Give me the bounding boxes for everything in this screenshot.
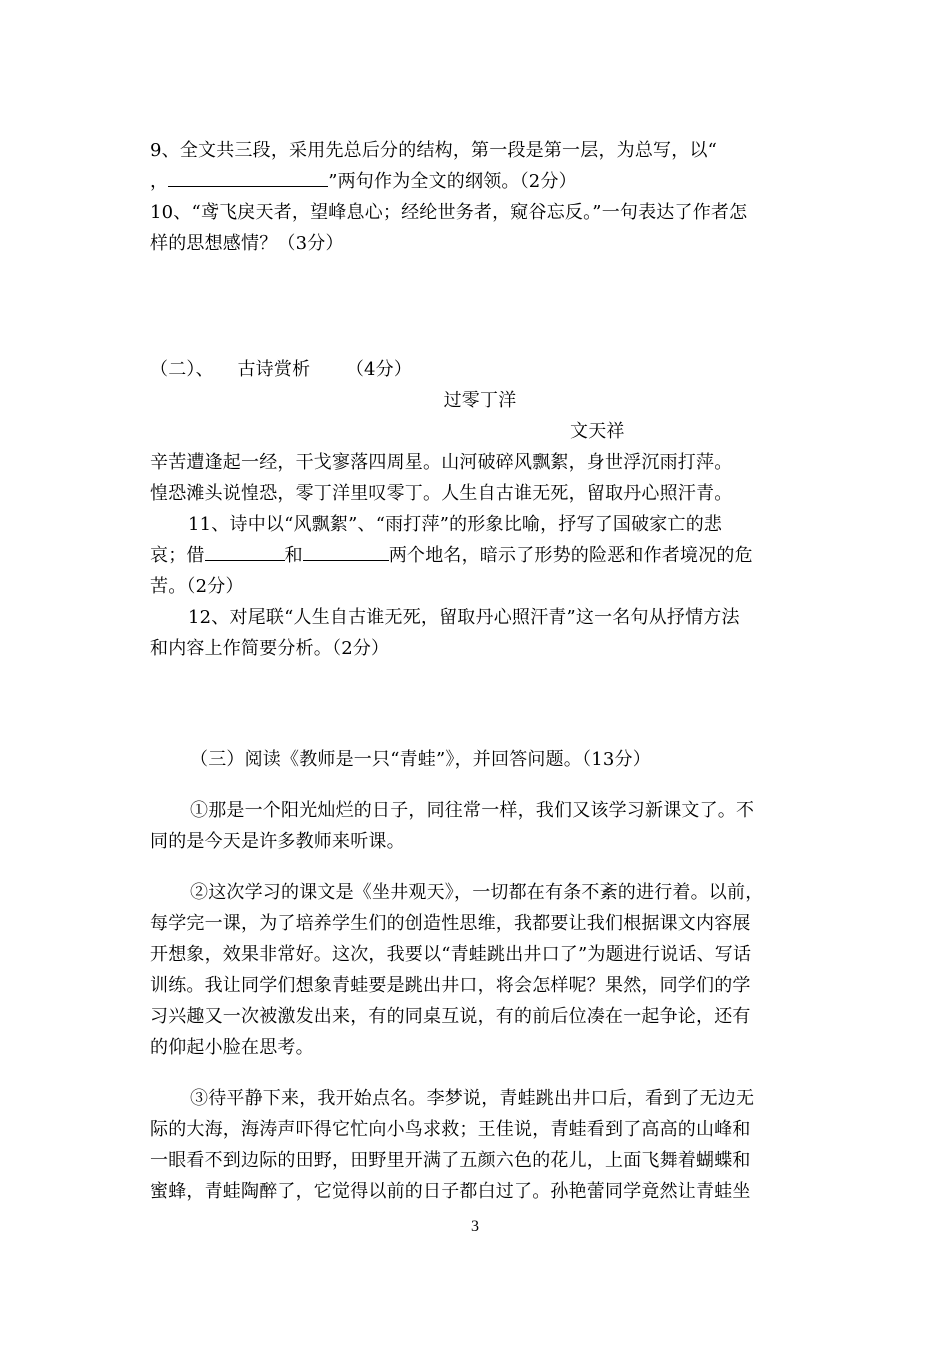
question-11-line-3: 苦。（2分） xyxy=(150,576,244,597)
question-12-line-1: 12、对尾联“人生自古谁无死，留取丹心照汗青”这一名句从抒情方法 xyxy=(188,607,740,628)
poem-author: 文天祥 xyxy=(570,421,625,442)
question-9-line-1: 9、全文共三段，采用先总后分的结构，第一段是第一层，为总写，以“ xyxy=(150,140,718,161)
question-10-line-2: 样的思想感情？（3分） xyxy=(150,233,344,254)
question-11-prefix: 哀；借 xyxy=(150,545,205,566)
passage-paragraph-2-line-3: 开想象，效果非常好。这次，我要以“青蛙跳出井口了”为题进行说话、写话 xyxy=(150,944,752,965)
answer-space-q12 xyxy=(150,664,810,744)
passage-paragraph-2-line-2: 每学完一课，为了培养学生们的创造性思维，我都要让我们根据课文内容展 xyxy=(150,913,751,934)
question-11-mid: 和 xyxy=(284,545,303,566)
answer-space-q10 xyxy=(150,259,810,354)
answer-blank-q11-a xyxy=(205,542,285,561)
passage-paragraph-3-line-2: 际的大海，海涛声吓得它忙向小鸟求救；王佳说，青蛙看到了高高的山峰和 xyxy=(150,1119,751,1140)
question-11-line-1: 11、诗中以“风飘絮”、“雨打萍”的形象比喻，抒写了国破家亡的悲 xyxy=(188,514,723,535)
passage-paragraph-2-line-5: 习兴趣又一次被激发出来，有的同桌互说，有的前后位凑在一起争论，还有 xyxy=(150,1006,751,1027)
passage-paragraph-1-line-1: ①那是一个阳光灿烂的日子，同往常一样，我们又该学习新课文了。不 xyxy=(190,800,755,821)
poem-title: 过零丁洋 xyxy=(443,390,517,411)
passage-paragraph-1-line-2: 同的是今天是许多教师来听课。 xyxy=(150,831,405,852)
section-3-heading: （三）阅读《教师是一只“青蛙”》，并回答问题。（13分） xyxy=(190,749,651,770)
question-9-suffix: ”两句作为全文的纲领。（2分） xyxy=(328,171,577,192)
passage-paragraph-3-line-3: 一眼看不到边际的田野，田野里开满了五颜六色的花儿，上面飞舞着蝴蝶和 xyxy=(150,1150,751,1171)
poem-line-1: 辛苦遭逢起一经，干戈寥落四周星。山河破碎风飘絮，身世浮沉雨打萍。 xyxy=(150,452,733,473)
passage-paragraph-2-line-4: 训练。我让同学们想象青蛙要是跳出井口，将会怎样呢？果然，同学们的学 xyxy=(150,975,751,996)
passage-paragraph-3-line-4: 蜜蜂，青蛙陶醉了，它觉得以前的日子都白过了。孙艳蕾同学竟然让青蛙坐 xyxy=(150,1181,751,1202)
section-2-heading: （二）、 古诗赏析 （4分） xyxy=(150,359,413,380)
answer-blank-q11-b xyxy=(303,542,389,561)
page-number: 3 xyxy=(471,1218,479,1235)
question-12-line-2: 和内容上作简要分析。（2分） xyxy=(150,638,390,659)
passage-paragraph-3-line-1: ③待平静下来，我开始点名。李梦说，青蛙跳出井口后，看到了无边无 xyxy=(190,1088,755,1109)
question-10-line-1: 10、“鸢飞戾天者，望峰息心；经纶世务者，窥谷忘反。”一句表达了作者怎 xyxy=(150,202,748,223)
question-9-prefix: ， xyxy=(150,171,169,192)
passage-paragraph-2-line-1: ②这次学习的课文是《坐井观天》，一切都在有条不紊的进行着。以前， xyxy=(190,882,764,903)
question-11-suffix: 两个地名，暗示了形势的险恶和作者境况的危 xyxy=(388,545,753,566)
question-11-line-2 xyxy=(150,540,810,571)
exam-page-body xyxy=(150,135,810,1207)
passage-paragraph-2-line-6: 的仰起小脸在思考。 xyxy=(150,1037,314,1058)
answer-blank-q9 xyxy=(168,168,328,187)
question-9-line-2 xyxy=(150,166,810,197)
poem-line-2: 惶恐滩头说惶恐，零丁洋里叹零丁。人生自古谁无死，留取丹心照汗青。 xyxy=(150,483,733,504)
